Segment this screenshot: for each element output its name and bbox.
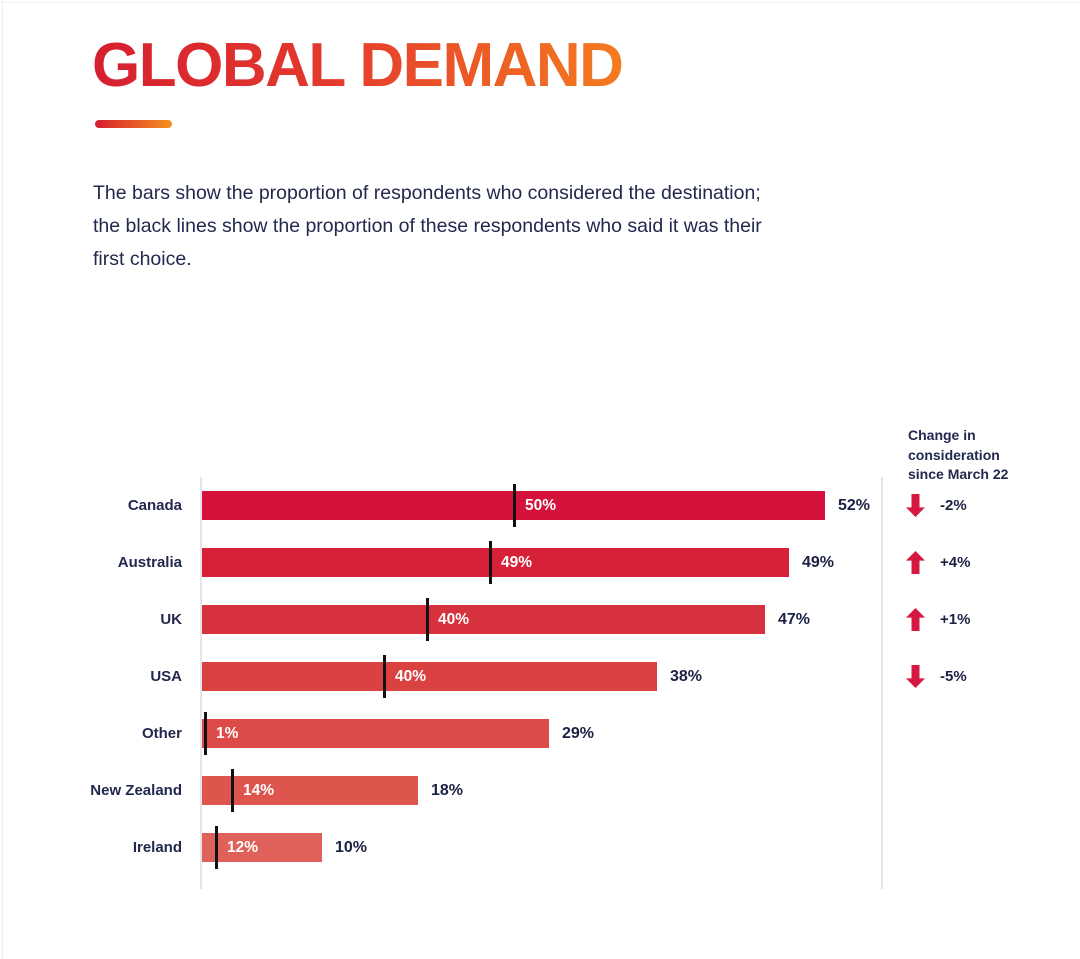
first-choice-value-label: 14% [243, 782, 275, 799]
change-value-label: -2% [940, 497, 967, 514]
page-title: GLOBAL DEMAND [92, 31, 623, 100]
first-choice-line [513, 484, 516, 527]
considered-bar [202, 719, 549, 748]
first-choice-line [383, 655, 386, 698]
change-indicator [906, 534, 1076, 591]
considered-value-label: 18% [431, 782, 464, 799]
first-choice-value-label: 50% [525, 497, 557, 514]
considered-value-label: 29% [562, 725, 595, 742]
considered-bar [202, 605, 765, 634]
first-choice-value-label: 12% [227, 839, 259, 856]
considered-value-label: 49% [802, 554, 835, 571]
change-arrow-icon [906, 551, 925, 574]
change-value-label: +4% [940, 554, 971, 571]
chart-row [0, 762, 1080, 819]
first-choice-value-label: 40% [395, 668, 427, 685]
change-value-label: +1% [940, 611, 971, 628]
change-value-label: -5% [940, 668, 967, 685]
chart-row [0, 705, 1080, 762]
category-label: UK [160, 611, 182, 628]
first-choice-line [231, 769, 234, 812]
first-choice-line [426, 598, 429, 641]
change-column-header: Change in consideration since March 22 [908, 427, 1009, 482]
change-arrow-icon [906, 608, 925, 631]
first-choice-line [215, 826, 218, 869]
first-choice-value-label: 1% [216, 725, 239, 742]
considered-bar [202, 548, 789, 577]
description-line-1: The bars show the proportion of respondents who considered the destination; [93, 182, 761, 204]
first-choice-line [204, 712, 207, 755]
change-indicator [906, 591, 1076, 648]
considered-bar [202, 833, 322, 862]
change-arrow-icon [906, 494, 925, 517]
chart-row [0, 477, 1080, 534]
category-label: Other [141, 725, 182, 742]
chart-row [0, 648, 1080, 705]
description-line-3: first choice. [93, 248, 192, 270]
chart-row [0, 819, 1080, 876]
chart-row [0, 534, 1080, 591]
considered-value-label: 47% [778, 611, 811, 628]
chart-row [0, 591, 1080, 648]
considered-value-label: 38% [670, 668, 703, 685]
category-label: New Zealand [90, 782, 182, 799]
change-arrow-icon [906, 665, 925, 688]
considered-value-label: 10% [335, 839, 368, 856]
category-label: Ireland [132, 839, 182, 856]
category-label: Canada [127, 497, 182, 514]
considered-value-label: 52% [838, 497, 871, 514]
page-edge-top [0, 2, 1080, 3]
considered-bar [202, 776, 418, 805]
chart-description [93, 177, 973, 276]
first-choice-value-label: 40% [438, 611, 470, 628]
change-indicator [906, 477, 1076, 534]
change-indicator [906, 648, 1076, 705]
first-choice-line [489, 541, 492, 584]
category-label: USA [150, 668, 182, 685]
title-underline [95, 120, 172, 128]
category-label: Australia [117, 554, 182, 571]
first-choice-value-label: 49% [501, 554, 533, 571]
considered-bar [202, 662, 657, 691]
description-line-2: the black lines show the proportion of these respondents who said it was their [93, 215, 762, 237]
